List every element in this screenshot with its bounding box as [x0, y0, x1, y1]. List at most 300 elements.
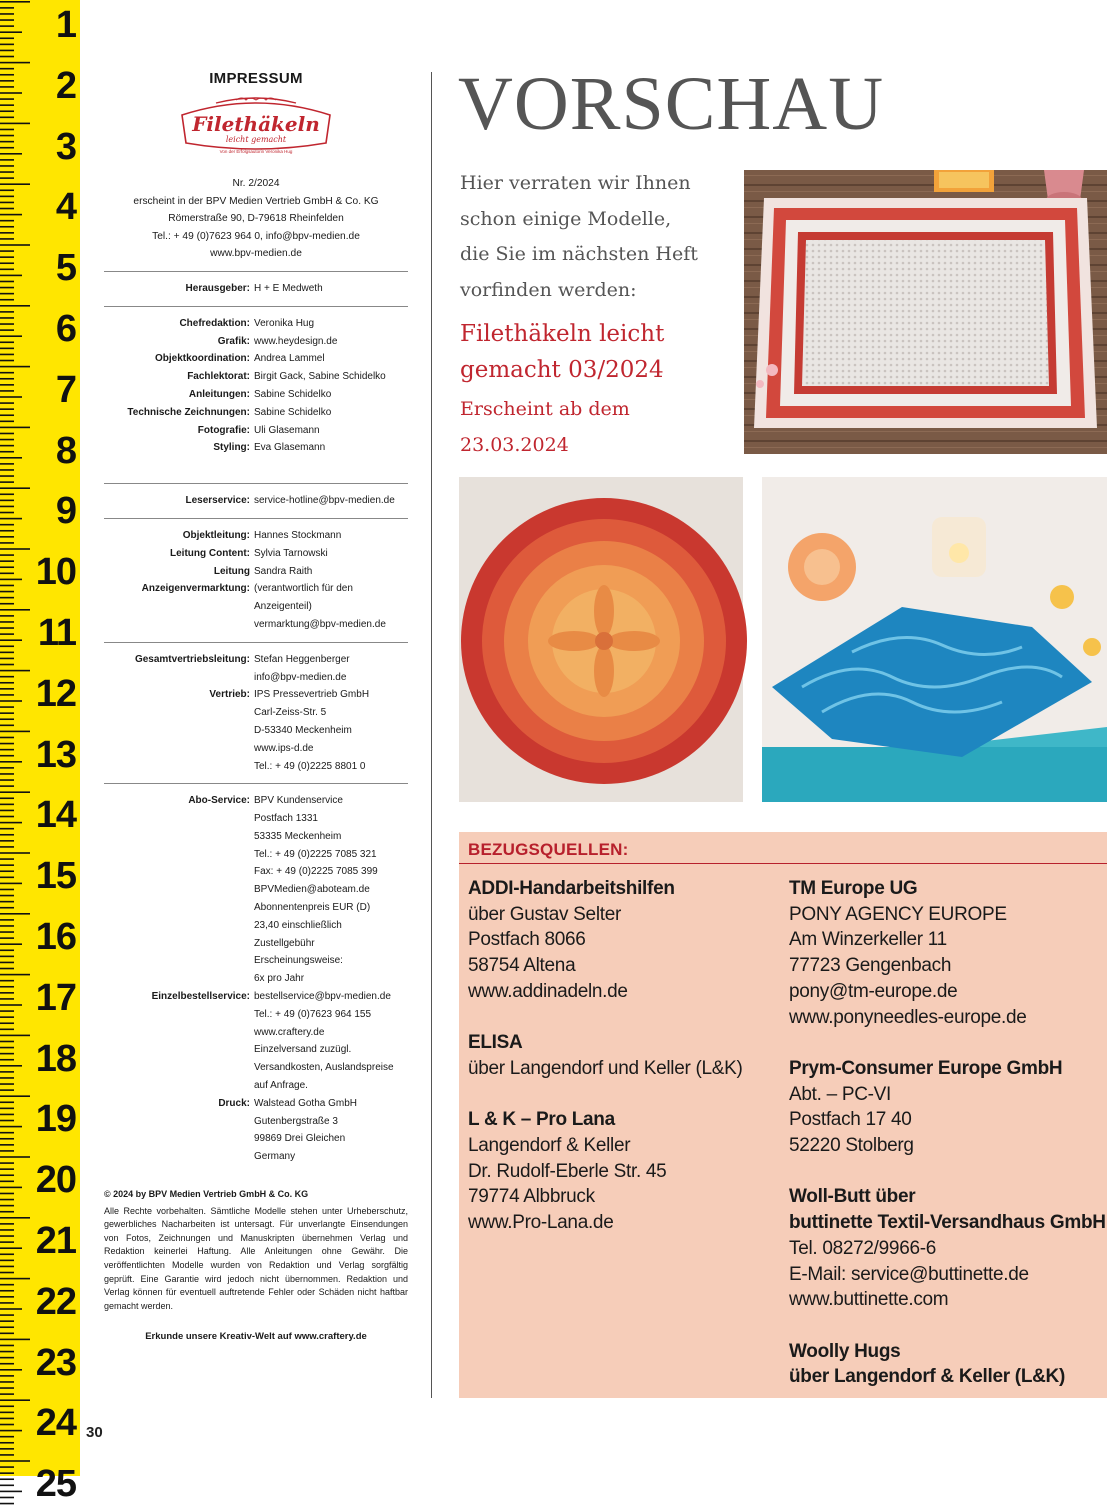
ruler-number: 17 — [35, 976, 76, 1019]
credit-value-line: H + E Medweth — [254, 282, 323, 294]
ruler-tick — [0, 1405, 14, 1407]
ruler-tick — [0, 390, 14, 392]
ruler-tick — [0, 1187, 22, 1189]
ruler-tick — [0, 816, 14, 818]
ruler-number: 9 — [55, 490, 76, 533]
supplier-detail: PONY AGENCY EUROPE — [789, 903, 1007, 925]
ruler-tick — [0, 323, 14, 325]
ruler-number: 24 — [35, 1402, 76, 1445]
credit-row — [104, 545, 408, 563]
section-rule — [104, 306, 408, 307]
ruler-number: 13 — [35, 733, 76, 776]
ruler-tick — [0, 1126, 22, 1128]
supplier-entry — [468, 1030, 778, 1081]
ruler-tick — [0, 1381, 14, 1383]
ruler-tick — [0, 1004, 22, 1006]
ruler-tick — [0, 1260, 14, 1262]
ruler-tick — [0, 877, 14, 879]
credit-value-line: Stefan Heggenberger — [254, 653, 350, 665]
supplier-detail: Tel. 08272/9966-6 — [789, 1237, 937, 1259]
ruler-number: 4 — [55, 186, 76, 229]
ruler-tick — [0, 220, 14, 222]
ruler-tick — [0, 1241, 14, 1243]
supplier-detail: Am Winzerkeller 11 — [789, 929, 947, 951]
ruler-tick — [0, 688, 14, 690]
ruler-tick — [0, 159, 14, 161]
ruler-tick — [0, 189, 14, 191]
supplier-entry — [789, 876, 1107, 1030]
ruler-tick — [0, 238, 14, 240]
ruler-tick — [0, 1138, 14, 1140]
page-number: 30 — [86, 1424, 103, 1441]
ruler-tick — [0, 639, 22, 641]
intro-line: die Sie im nächsten Heft — [460, 243, 698, 265]
ruler-tick — [0, 1272, 14, 1274]
ruler-tick — [0, 1016, 14, 1018]
ruler-tick — [0, 1466, 14, 1468]
ruler-tick — [0, 615, 14, 617]
ruler-tick — [0, 110, 14, 112]
ruler-tick — [0, 913, 30, 915]
credit-value — [254, 422, 408, 440]
ruler-tick — [0, 421, 14, 423]
ruler-tick — [0, 1229, 14, 1231]
ruler-tick — [0, 299, 14, 301]
issue-date-line: 23.03.2024 — [460, 434, 569, 456]
ruler-tick — [0, 773, 14, 775]
ruler-tick — [0, 718, 14, 720]
credit-label: Leitung Anzeigenvermarktung: — [141, 565, 250, 595]
ruler-tick — [0, 968, 14, 970]
ruler-tick — [0, 402, 14, 404]
ruler-tick — [0, 117, 14, 119]
credit-value-line: Uli Glasemann — [254, 424, 320, 436]
ruler-tick — [0, 171, 14, 173]
ruler-tick — [0, 1491, 22, 1493]
credit-row — [104, 563, 408, 634]
credit-value-line: www.ips-d.de — [254, 742, 314, 754]
ruler-tick — [0, 493, 14, 495]
ruler-number: 22 — [35, 1280, 76, 1323]
bezugsquellen-rule — [459, 863, 1107, 864]
supplier-entry — [789, 1184, 1107, 1313]
ruler-tick — [0, 1375, 14, 1377]
publication-info-line: Tel.: + 49 (0)7623 964 0, info@bpv-medien.de — [152, 230, 360, 242]
spacer — [104, 457, 408, 475]
ruler-tick — [0, 183, 30, 185]
ruler-tick — [0, 1284, 14, 1286]
ruler-tick — [0, 1253, 14, 1255]
credit-value — [254, 545, 408, 563]
ruler-tick — [0, 451, 14, 453]
ruler-tick — [0, 591, 14, 593]
ruler-number: 20 — [35, 1159, 76, 1202]
ruler-tick — [0, 1132, 14, 1134]
ruler-tick — [0, 348, 14, 350]
supplier-link[interactable]: www.Pro-Lana.de — [468, 1212, 614, 1234]
ruler-tick — [0, 670, 30, 672]
credit-label: Technische Zeichnungen: — [127, 406, 250, 418]
supplier-name: über Langendorf & Keller (L&K) — [789, 1366, 1066, 1388]
supplier-link[interactable]: pony@tm-europe.de — [789, 980, 958, 1002]
credit-label: Grafik: — [217, 335, 250, 347]
ruler-tick — [0, 1235, 14, 1237]
credit-value-line: Carl-Zeiss-Str. 5 — [254, 707, 327, 719]
credit-row — [104, 792, 408, 988]
ruler-number: 25 — [35, 1463, 76, 1505]
ruler-tick — [0, 1497, 14, 1499]
svg-text:leicht gemacht: leicht gemacht — [225, 135, 287, 144]
ruler-tick — [0, 870, 14, 872]
ruler-tick — [0, 749, 14, 751]
ruler-tick — [0, 986, 14, 988]
credit-value — [254, 1095, 408, 1166]
ruler-tick — [0, 341, 14, 343]
ruler-tick — [0, 506, 14, 508]
photo-table-runner — [744, 170, 1107, 454]
credit-row — [104, 527, 408, 545]
credit-row — [104, 368, 408, 386]
ruler-number: 7 — [55, 368, 76, 411]
ruler-tick — [0, 804, 14, 806]
credit-value — [254, 439, 408, 457]
suppliers-left-column — [468, 876, 778, 1262]
credit-row — [104, 422, 408, 440]
photo-round-doily — [459, 477, 743, 802]
ruler-tick — [0, 1059, 14, 1061]
ruler-tick — [0, 785, 14, 787]
next-issue — [460, 316, 750, 463]
ruler-tick — [0, 682, 14, 684]
credit-value-line: Eva Glasemann — [254, 442, 326, 454]
svg-text:Filethäkeln: Filethäkeln — [192, 112, 320, 136]
credit-row — [104, 404, 408, 422]
credit-value — [254, 280, 408, 298]
ruler-tick — [0, 1290, 14, 1292]
credit-value-line: Sabine Schidelko — [254, 388, 332, 400]
issue-date — [460, 391, 750, 463]
credit-row — [104, 439, 408, 457]
credit-value — [254, 988, 408, 1095]
ruler-tick — [0, 974, 30, 976]
ruler-tick — [0, 864, 14, 866]
supplier-entry — [468, 1107, 778, 1236]
ruler-tick — [0, 463, 14, 465]
ruler-tick — [0, 1193, 14, 1195]
ruler-tick — [0, 834, 14, 836]
ruler-tick — [0, 1412, 14, 1414]
ruler-tick — [0, 256, 14, 258]
vorschau-heading: VORSCHAU — [458, 62, 885, 146]
ruler-tick — [0, 548, 30, 550]
credit-label: Objektleitung: — [182, 529, 250, 541]
credit-value-line: 53335 Meckenheim — [254, 830, 342, 842]
ruler-tick — [0, 208, 14, 210]
credit-value-line: Sylvia Tarnowski — [254, 547, 328, 559]
credit-value-line: Veronika Hug — [254, 317, 315, 329]
ruler-number: 18 — [35, 1037, 76, 1080]
credit-value-line: auf Anfrage. — [254, 1080, 308, 1092]
credit-row — [104, 350, 408, 368]
ruler-tick — [0, 779, 14, 781]
section-rule — [104, 642, 408, 643]
ruler-tick — [0, 1077, 14, 1079]
supplier-link[interactable]: www.ponyneedles-europe.de — [789, 1006, 1027, 1028]
credit-value-line: Zustellgebühr — [254, 937, 315, 949]
bezugsquellen-box — [459, 832, 1107, 1398]
supplier-name: ELISA — [468, 1032, 523, 1054]
ruler-tick — [0, 1095, 30, 1097]
credit-row — [104, 988, 408, 1095]
ruler-tick — [0, 1448, 14, 1450]
publication-info-line: erscheint in der BPV Medien Vertrieb GmbH & Co. KG — [133, 195, 379, 207]
ruler-tick — [0, 524, 14, 526]
ruler-tick — [0, 1369, 22, 1371]
ruler-tick — [0, 1041, 14, 1043]
ruler-tick — [0, 354, 14, 356]
ruler-tick — [0, 1308, 22, 1310]
credit-label: Anleitungen: — [188, 388, 250, 400]
ruler-tick — [0, 560, 14, 562]
ruler-tick — [0, 725, 14, 727]
ruler-tick — [0, 1083, 14, 1085]
credit-value-line: 99869 Drei Gleichen — [254, 1133, 346, 1145]
ruler-tick — [0, 542, 14, 544]
ruler-tick — [0, 165, 14, 167]
ruler-tick — [0, 1, 30, 3]
credit-value-line: vermarktung@bpv-medien.de — [254, 618, 386, 630]
ruler-tick — [0, 1223, 14, 1225]
credit-value-line: 23,40 einschließlich — [254, 919, 342, 931]
ruler-tick — [0, 895, 14, 897]
ruler-tick — [0, 743, 14, 745]
ruler-tick — [0, 305, 30, 307]
ruler-tick — [0, 293, 14, 295]
intro-line: vorfinden werden: — [460, 278, 637, 301]
credit-value — [254, 333, 408, 351]
credit-value — [254, 492, 408, 510]
ruler-tick — [0, 147, 14, 149]
issue-title-line: Filethäkeln leicht — [460, 321, 665, 347]
ruler-tick — [0, 1326, 14, 1328]
ruler-tick — [0, 1065, 22, 1067]
credit-value-line: Einzelversand zuzügl. — [254, 1044, 352, 1056]
ruler-tick — [0, 554, 14, 556]
ruler-tick — [0, 19, 14, 21]
supplier-detail: 77723 Gengenbach — [789, 955, 952, 977]
ruler-tick — [0, 943, 22, 945]
supplier-link[interactable]: E-Mail: service@buttinette.de — [789, 1263, 1029, 1285]
craftery-link[interactable]: Erkunde unsere Kreativ-Welt auf www.craftery.de — [145, 1331, 367, 1343]
ruler-tick — [0, 1485, 14, 1487]
ruler-tick — [0, 1010, 14, 1012]
ruler-tick — [0, 1053, 14, 1055]
intro-line: schon einige Modelle, — [460, 207, 672, 230]
ruler-tick — [0, 92, 22, 94]
ruler-tick — [0, 925, 14, 927]
ruler-tick — [0, 1211, 14, 1213]
credit-value-line: Andrea Lammel — [254, 353, 325, 365]
ruler-tick — [0, 153, 22, 155]
publication-info-line: Römerstraße 90, D-79618 Rheinfelden — [168, 213, 344, 225]
ruler-tick — [0, 335, 22, 337]
ruler-tick — [0, 1424, 14, 1426]
credit-label: Objektkoordination: — [155, 353, 250, 365]
ruler-tick — [0, 694, 14, 696]
ruler-tick — [0, 1162, 14, 1164]
ruler-tick — [0, 196, 14, 198]
credit-value-line: 6x pro Jahr — [254, 973, 305, 985]
credit-value-line: Hannes Stockmann — [254, 529, 342, 541]
ruler-tick — [0, 1278, 30, 1280]
ruler-tick — [0, 1430, 22, 1432]
ruler-tick — [0, 1399, 30, 1401]
supplier-name: Prym-Consumer Europe GmbH — [789, 1057, 1063, 1079]
ruler-tick — [0, 609, 30, 611]
bezugsquellen-title: BEZUGSQUELLEN: — [468, 840, 629, 859]
credit-label: Chefredaktion: — [179, 317, 250, 329]
credit-value-line: www.heydesign.de — [254, 335, 338, 347]
credit-row — [104, 1095, 408, 1166]
ruler-tick — [0, 250, 14, 252]
credit-value-line: (verantwortlich für den — [254, 583, 353, 595]
ruler-tick — [0, 25, 14, 27]
credit-value-line: bestellservice@bpv-medien.de — [254, 991, 391, 1003]
supplier-name: TM Europe UG — [789, 878, 918, 899]
ruler-tick — [0, 1089, 14, 1091]
credit-label: Styling: — [213, 442, 250, 454]
credit-value — [254, 315, 408, 333]
ruler-number: 11 — [37, 612, 76, 654]
filethaekeln-logo — [176, 95, 336, 157]
copyright-notice — [104, 1188, 408, 1313]
ruler-tick — [0, 755, 14, 757]
credit-label: Herausgeber: — [185, 282, 250, 294]
credit-row — [104, 333, 408, 351]
supplier-detail: 79774 Albbruck — [468, 1186, 595, 1208]
ruler-tick — [0, 1181, 14, 1183]
ruler-tick — [0, 828, 14, 830]
ruler-tick — [0, 1120, 14, 1122]
ruler-tick — [0, 50, 14, 52]
credit-value — [254, 686, 408, 775]
ruler-tick — [0, 1460, 30, 1462]
ruler-tick — [0, 439, 14, 441]
ruler-tick — [0, 1266, 14, 1268]
credit-value-line: BPVMedien@aboteam.de — [254, 884, 370, 896]
credit-value-line: Birgit Gack, Sabine Schidelko — [254, 371, 386, 383]
credit-value-line: www.craftery.de — [254, 1026, 325, 1038]
credit-value-line: Abonnentenpreis EUR (D) — [254, 902, 371, 914]
issue-date-line: Erscheint ab dem — [460, 398, 630, 420]
ruler-tick — [0, 1108, 14, 1110]
publication-info-line: www.bpv-medien.de — [210, 248, 302, 260]
ruler-tick — [0, 1144, 14, 1146]
ruler-tick — [0, 500, 14, 502]
section-rule — [104, 271, 408, 272]
photo-blue-runner — [762, 477, 1107, 802]
ruler-tick — [0, 1363, 14, 1365]
impressum-column — [104, 70, 408, 1342]
supplier-link[interactable]: www.addinadeln.de — [468, 980, 628, 1002]
ruler-tick — [0, 530, 14, 532]
credit-value-line: Gutenbergstraße 3 — [254, 1115, 338, 1127]
publication-info — [104, 175, 408, 263]
credit-row — [104, 386, 408, 404]
ruler-number: 2 — [55, 64, 76, 107]
credit-value-line: BPV Kundenservice — [254, 795, 343, 807]
ruler-tick — [0, 664, 14, 666]
ruler-tick — [0, 275, 22, 277]
ruler-tick — [0, 1339, 30, 1341]
ruler-tick — [0, 457, 22, 459]
ruler-tick — [0, 1168, 14, 1170]
ruler-tick — [0, 269, 14, 271]
credit-label: Fachlektorat: — [187, 371, 250, 383]
ruler-tick — [0, 13, 14, 15]
credit-value — [254, 792, 408, 988]
credit-value-line: service-hotline@bpv-medien.de — [254, 495, 395, 507]
ruler-tick — [0, 1156, 30, 1158]
ruler-tick — [0, 1114, 14, 1116]
ruler-tick — [0, 129, 14, 131]
ruler-tick — [0, 1302, 14, 1304]
ruler-tick — [0, 62, 30, 64]
ruler-tick — [0, 536, 14, 538]
ruler-tick — [0, 214, 22, 216]
svg-text:Von der Erfolgsautorin Veronik: Von der Erfolgsautorin Veronika Hug — [219, 149, 293, 154]
credit-value — [254, 527, 408, 545]
vorschau-intro — [460, 166, 740, 308]
ruler-tick — [0, 481, 14, 483]
ruler-number: 6 — [55, 308, 76, 350]
ruler-tick — [0, 883, 22, 885]
ruler-tick — [0, 992, 14, 994]
ruler-tick — [0, 1101, 14, 1103]
ruler-tick — [0, 846, 14, 848]
ruler-tick — [0, 706, 14, 708]
credit-value-line: Tel.: + 49 (0)2225 8801 0 — [254, 760, 366, 772]
ruler-tick — [0, 98, 14, 100]
ruler-tick — [0, 487, 30, 489]
supplier-entry — [789, 1056, 1107, 1159]
ruler-tick — [0, 1351, 14, 1353]
supplier-entry — [789, 1339, 1107, 1390]
ruler-tick — [0, 1174, 14, 1176]
publication-info-line: Nr. 2/2024 — [232, 178, 280, 189]
ruler-tick — [0, 998, 14, 1000]
ruler-tick — [0, 372, 14, 374]
copyright-text: Alle Rechte vorbehalten. Sämtliche Modelle stehen unter Urheberschutz, gewerbliches Nacharbeiten ist untersagt. Für unverlangte Einsendungen von Fotos, Zeichnungen und Manuskripten übernehmen Verlag und Redaktion keinerlei Haftung. Alle Anleitungen ohne Gewähr. Die veröffentlichten Modelle wurden von Redaktion und Verlag sorgfältig geprüft. Eine Garantie wird jedoch nicht übernommen. Redaktion und Verlag können für eventuell auftretende Fehler oder Schäden nicht haftbar gemacht werden. — [104, 1205, 408, 1311]
ruler-tick — [0, 1205, 14, 1207]
issue-title-line: gemacht 03/2024 — [460, 357, 664, 383]
credit-value — [254, 350, 408, 368]
supplier-name: Woolly Hugs — [789, 1340, 901, 1362]
ruler-tick — [0, 135, 14, 137]
ruler-tick — [0, 1314, 14, 1316]
credit-label: Einzelbestellservice: — [151, 991, 250, 1003]
credit-value-line: IPS Pressevertrieb GmbH — [254, 689, 370, 701]
ruler-tick — [0, 1333, 14, 1335]
ruler-tick — [0, 919, 14, 921]
supplier-link[interactable]: www.buttinette.com — [789, 1289, 949, 1311]
credit-value-line: D-53340 Meckenheim — [254, 724, 352, 736]
credit-value-line: Tel.: + 49 (0)2225 7085 321 — [254, 848, 377, 860]
ruler-tick — [0, 1442, 14, 1444]
supplier-detail: 52220 Stolberg — [789, 1135, 914, 1157]
ruler-tick — [0, 366, 30, 368]
ruler-tick — [0, 621, 14, 623]
